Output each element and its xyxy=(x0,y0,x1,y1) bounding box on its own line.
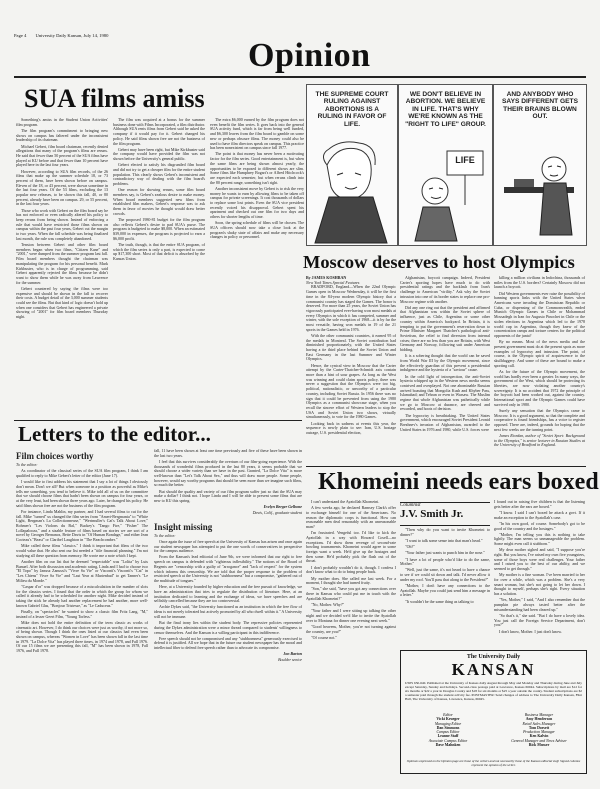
letter1-paragraph: "Caspar d'or" was dropped because of a miscalculation in the number of slots for the classics series. I found that the order in which the group for whom we called it already had to be scheduled for another night. Mike decided instead of taking the stick he already had another replacement he had another, more well-known Gabriel Glas, "Bonjour Tristesse," as "Le Caduceus." xyxy=(16,583,148,608)
columnist-box xyxy=(400,502,490,526)
masthead-info: USPS 650-640. Published at the University of Kansas daily August through May and Monday and Thursday during June and July except Saturday, Sunday and holidays. Second-class postage paid at Lawrence, Kansas 66044. Subscriptions by mail are $12 for six months or $22 a year in Douglas County and $18 for six months or $25 a year outside the county. Student subscriptions are $2 a semester paid through the student activity fee. POSTMASTER: Send changes of address to The University Daily Kansan, Flint Hall, The University of Kansas, Lawrence, Kansas, 66045. xyxy=(405,681,582,701)
staff-name: Dan Simmons xyxy=(436,725,460,730)
khomeini-col1 xyxy=(306,500,396,772)
letter1-paragraph: I would like to first address his statement that I say a lot of things I obviously don't mean. Don't we all? But when someone in a position as powerful as Mike's tells me something, you tend to believe it. Mike told all of us on the committee that we should choose films that hadn't been shown on campus for four years, or at the very least, had been shown three years ago. Later, he changed his policy. He said films shown free are not the business of the film program. xyxy=(16,479,148,508)
letter1-paragraph: Finally, on "spectacles" he wanted to show a classic film Fritz Lang, "M," instead of a lesser Geert Film, "Young Torless." xyxy=(16,608,148,619)
editorial-paragraph: Something's amiss in the Student Union Activities' film program. xyxy=(16,118,108,127)
editorial-paragraph: Gebert may have been right, but Mike Kirkbuster said the company would have provided the film was not shown before the University's general public. xyxy=(113,146,205,162)
staff-right xyxy=(496,713,582,759)
moscow-paragraph: Surely any sensation that the Olympics came to Moscow. It is a good argument, so that the complete and cooperative is found friendships, has a voice to register opposed. There are, indeed, grounds for hoping that the next few weeks are the turning point. xyxy=(494,407,585,432)
letter2-paragraph: Once again the issue of free speech at the University of Kansas has arisen and once again our student newspaper has attempted to put the one words of conservatives in perspective for the campus audience. xyxy=(154,538,302,554)
khomeini-rule xyxy=(306,466,586,467)
letter2-subhead: Insight missing xyxy=(154,521,213,532)
letter2-signature-role: Boulder senior xyxy=(278,657,302,663)
cartoon-panel-3 xyxy=(493,84,587,246)
cartoon-caption: WE DON'T BELIEVE IN ABORTION. WE BELIEVE IN LIFE. THAT'S WHY WE'RE KNOWN AS THE "RIGHT TO LIFE" GROUP. xyxy=(405,91,486,128)
columnist-label: Columnist xyxy=(400,503,421,508)
cartoon-panel-1 xyxy=(306,84,398,246)
letter1-paragraph: I feel that this survives considerably the overturn of our film-going experience. With the thousands of wonderful films produced in the last 80 years, it seems probable that we should choose a wider variety than we have in the past. Granted, "La Dolce Vita" is more well-known than "Let's Talk About Sex," and thus will draw more people. Some people, however, would say worthy programs that should be seen more than we imagine such films, so much the better. xyxy=(154,458,302,488)
moscow-paragraph: Did Western governments ever raise the possibility of banning sports links with the United States when Americans were invading the Dominican Republic or Cuba, or dispensing of the Commonwealth, ended Munich Olympic Games in Chile or Mohammad Mossadegh in Iran for Augusto Pinochet in Chile or the stolen elections in Argentina which led to the 1978 world cup in Argentina, though they knew of the concentration camps and torture centers for the political opponents of the junta? xyxy=(494,290,585,338)
moscow-col2 xyxy=(400,276,490,466)
letter1-paragraph: But should the quality and variety of our film program suffer just so that the SUA may make a dollar? I think not. I hope Linda and I will be able to present some films that are new to KU this spring. xyxy=(154,488,302,504)
khomeini-paragraph: "Yes, Mother," I said, "And I also remember that the pumpkin pie always tasted better after the misunderstanding had been cleared up." xyxy=(494,597,585,612)
moscow-paragraph: Hence, the cynical view in Moscow that the Carter attempt by the Carter-Thatcher-Schmidt axis contain more than a hint of sour grapes. As long as the West was winning and could claim sports policy, there was never a suggestion that the Olympics were too big, political, nationalistic, or unworthy of a particular country, including Soviet Russia. In 1956 there was no sign that it could be prevented from using the 1980 Olympics as a communist showcase stage, when you recall the sincere effort of Western leaders to stop the USA and Soviet Union two shows, virtually simultaneously, to vote for the 1980 Games. xyxy=(306,362,396,420)
staff-name: Ken Kalvin xyxy=(529,734,549,739)
editorial-col1 xyxy=(16,118,108,418)
staff-role: General Manager and News Adviser xyxy=(511,738,567,743)
khomeini-paragraph: "Mother, I'm telling you this is nothing to take lightly. The man seems so unmanageable the problem. Some might even call it stubborn." xyxy=(494,531,585,547)
editorial-paragraph: However, according to SUA film records, of the 26 films that make up the summer schedule 18, or 73 percent of them, have been shown before on campus. Eleven of the 18, or 43 percent, were shown sometime in the last four years. Of the 53 films, excluding the 13 popular new releases, to be shown this fall, 40, or 80 percent, already have been on campus. 29, or 55 percent, in the last four years. xyxy=(16,168,108,207)
cartoon-caption: THE SUPREME COURT RULING AGAINST ABORTIONS IS A RULING IN FAVOR OF LIFE. xyxy=(315,91,389,128)
moscow-paragraph: James Riordan, author of "Soviet Sport: Background to the Olympics," is senior lecturer in Russian Studies at the University of Bradford in England. xyxy=(494,433,585,448)
editorial-paragraph: The point is that money has never been a motivating factor for the film series. Good entertainment is, but when the same films are being shown almost yearly, the opportunities to be exposed to different shows are slim. Some films like Humphrey Bogart's or Alfred Hitchcock's are expected each semester, but when reruns climb into the 80 percent range, something isn't right. xyxy=(210,151,304,185)
section-title: Opinion xyxy=(248,37,371,74)
khomeini-paragraph: "Then why do you want to invite Khomeini to dinner?" xyxy=(400,528,490,537)
khomeini-paragraph: "I want to talk some sense into that man's head." xyxy=(405,537,483,543)
header-rule xyxy=(14,76,586,78)
letter2-paragraph: From the Kansan's lead editorial of June 9th, we were informed that our right to free speech on campus is defended with "righteous inflexibility." The notions of the Board of Regents are "censorship with a guilty of "arrogance" and "lack of respect" for the system which informs this censorship. We are told that the proper response to the problem of restricted speech at the University is not "stubbornness" but a compromise, "gathered out of the multitude of tongues." xyxy=(154,554,302,583)
moscow-headline: Moscow deserves to host Olympics xyxy=(303,252,575,272)
khomeini-paragraph: I'm frustrated. Vengeful too. I'd like to kick the Ayatollah in a way with Howard Cosell—no exceptions. I'd show them revenge of second-rate bowling tournaments. Khomeini would agree to some foreign want a week. He'd give up the hostages and then some. He'd probably pick the flash out of the throat. xyxy=(306,530,396,564)
editorial-paragraph: Gebert elected to satisfy his disgruntled film board and did not try to get a cheaper film for the entire student population. This clearly shows Gebert's inconsistent and contradictory way of dealing with the film board's problems. xyxy=(113,162,205,187)
editorial-paragraph: Those who work with Gebert on the film board say he has not enforced or even radically altered his policy to keep reruns from being shown. Instead of enforcing a rule that would have restricted those films shown on campus within the past four years, Gebert cut the margin to two years. When the fall schedule was being finalized last month, the rule was completely abandoned. xyxy=(16,207,108,241)
khomeini-paragraph: My dear mother sighed and said, "I suppose you're right. But you know, I've raised my own five youngsters, some of those boys were real challenges. Your father and I raised you to the best of our ability, and we seemed to get through." xyxy=(494,547,585,572)
letter1-signature-role: Davis, Calif., graduate student xyxy=(252,509,302,515)
moscow-paragraph: By no means. Most of the news media and the present government must do at the present spots as more examples of hypocrisy and intrusion. The point, of course, is the Olympic spirit of acquiescence to the skullduggery. And some of these are bound to make a sporting call. xyxy=(494,339,585,368)
editorial-paragraph: The truth, though, is that the entire SUA program, of which the film series is only a part, is expected to come up $17,300 short. Most of that deficit is absorbed by the Kansas Union. xyxy=(113,242,205,262)
letter1-signature: Evelyn Berger Gelbone xyxy=(263,504,302,510)
letter2-paragraph: Free speech should not be compromised and any "stubbornness" generously exercised to defend it is justified. All we hope that in the future our student newspaper has the moral and intellectual fiber to defend free speech rather than to advocate its compromise. xyxy=(154,635,302,651)
masthead-name: KANSAN xyxy=(451,660,536,679)
moscow-paragraph: As for the future of the Olympic movement, the world has hardly ever been a greater. In many ways, the government of the West, which should be protecting its liberties, are now violating another country's sovereignty. It is no accident that 1972 the principle of the boycott had been worked out, against the country. International sport and the Olympic Games could have survived only in 1980. xyxy=(494,368,585,407)
letter2-paragraph: Archie Dykes said, "the University functioned as an institution in which the free flow of ideas is not merely tolerated but actively promoted by all who dwell within it." A University will not be immune. xyxy=(154,604,302,619)
letters-rule xyxy=(14,420,302,421)
editorial-paragraph: One reason for showing reruns, some film board members say, is Gebert's zealous desire to make money. When board members suggested new films from established film makers, Gebert's response was to ask them in favor of movies he thought would draw better crowds. xyxy=(113,187,205,216)
letters-banner: Letters to the editor... xyxy=(18,422,211,446)
moscow-byline: By JAMES KOSHBAN xyxy=(306,276,347,280)
staff-role: Campus Editor xyxy=(436,730,460,735)
staff-role: Managing Editor xyxy=(434,721,462,726)
staff-name: Dave Mahnken xyxy=(435,743,461,748)
letter1-paragraph: Mike called these films "classics." I think it important that films of the two would value that. He also sent our list needed a "title financial planning." I'm not studying all these question from memory. He wrote me a note which I kept. xyxy=(16,543,148,558)
moscow-col3 xyxy=(494,276,585,466)
staff-role: Editor xyxy=(443,713,453,717)
khomeini-paragraph: "Well, just the same, it's not heard to have a chance to see if we could sit down and talk. I'd never allow it under my roof. You'll pass that along to the President?" xyxy=(400,567,490,582)
editorial-paragraph: Gebert countered by saying the films were too expensive and should be shown in the fall to recover their costs. A budget detail of the 3,000 summer students could see the films. But that kind of logic doesn't hold up when one considers that Gebert has engineered a private showing of "2001" for film board members Thursday night. xyxy=(16,285,108,320)
khomeini-paragraph: "Good heavens, Mother, you're not turning against the country, are you?" xyxy=(306,623,396,634)
staff-name: Tom Dorsett xyxy=(528,725,550,730)
khomeini-paragraph: "Of course not." xyxy=(311,634,338,640)
moscow-paragraph: killing a million civilians in Indochina, thousands of miles from the U.S. borders? Certainly Moscow did not launch a boycott. xyxy=(494,276,585,290)
letter2-salutation: To the editor: xyxy=(154,532,176,538)
khomeini-paragraph: "Oh?" xyxy=(405,544,415,550)
khomeini-paragraph: "In his own good, of course. Somebody's got to be good of the country and the hostages." xyxy=(494,520,585,531)
editorial-paragraph: Tension between Gebert and other film board members began when two films, "Citizen Kane" and "2001," were dumped from the summer program last fall. Film board members thought the chairman was manipulating the program for his personal benefit. Mark Kirkbuster, who is in charge of programming, said Gebert apparently rejected the films because he didn't want to show them while he was away from Lawrence for the summer. xyxy=(16,242,108,285)
moscow-paragraph: Did any one ring out that the president and affirmed that Afghanistan was within the Soviet sphere of influence, just as Chile, Argentina or some other country within America's backyard. In Britain, it is tempting to put the government's reservation down to Prime Minister Margaret Thatcher's pathological anti-Sovietism, the relief to find diversion from internal crises; there are no less than you are Britain, with West Germany and Norway, following suit under American bidding. xyxy=(400,304,490,353)
editorial-paragraph: The film was acquired at a bonus for the summer business done with Films Incorporated, a film distributor. Although SUA rents films from Gebert said he asked the company if it would pay for it. Gebert changed his policy. He said films shown free are not the business of the film program. xyxy=(113,118,205,146)
letter2-paragraph: Here, at a University founded by higher education and the free pursuit of knowledge, we have an administration that tries to regulate the distribution of literature. Here, at an institution dedicated to learning and the exchange of ideas, we have speeches and are selfishly cancelled because they are too controversial. xyxy=(154,584,302,604)
letter1-salutation: To the editor: xyxy=(16,462,38,467)
khomeini-paragraph: "So that's it," she said. "But I do have a lovely idea. You just call the Foreign Service Department, don't you?" xyxy=(494,612,585,628)
khomeini-paragraph: "Your father and I were sitting up talking the other night and we decided we'd like to invite the Ayatollah over to Montana for dinner one evening next week." xyxy=(306,608,396,623)
cartoon-caption: AND ANYBODY WHO SAYS DIFFERENT GETS THEIR BRAINS BLOWN OUT. xyxy=(502,91,578,121)
khomeini-paragraph: My mother does. She called me last week. For a moment, I thought she had turned fruity. xyxy=(306,575,396,586)
cartoon-panel-2 xyxy=(398,84,493,246)
paper-date: University Daily Kansan, July 14, 1980 xyxy=(35,33,109,38)
letter1-subhead: Film choices worthy xyxy=(16,451,94,461)
khomeini-paragraph: "It wouldn't be the same thing as talking to xyxy=(405,598,474,604)
khomeini-paragraph: I can't understand the Ayatollah Khomeini. xyxy=(311,500,380,504)
khomeini-paragraph: "I have a lot of people who'd like to do the same, Mother." xyxy=(400,556,490,567)
editorial-paragraph: The film program's commitment to bringing new shows on campus has faltered under the inconsistent leadership of its chairman. xyxy=(16,127,108,143)
masthead-tagline: The University Daily xyxy=(466,654,521,660)
letters-col2 xyxy=(154,449,302,771)
editorial-paragraph: Michael Gebert, film board chairman, recently denied allegations that many of the program's films are reruns. He said that fewer than 50 percent of the SUA films have played at KU before and that fewer than 10 percent have played here in the last four years. xyxy=(16,143,108,168)
letter1-paragraph: Mike does not hold the entire definition of the term classic as works of cinematic art. However, I do think our choices were just as worthy, if not more so, of being shown. Though I think the ones listed at our classics had even been shown on campus, whereas "Women in Love" has been shown fall in the last time in 1979. "La Dolce Vita" has played three times, in 1974 and 1978, and Fall 1976. Of our 15 films we are presenting this fall, "M" has been shown in 1978, Fall 1976, and Fall 1978. xyxy=(16,619,148,654)
khomeini-paragraph: I found out in raising five children is that the listening gets better after the ears are boxed." xyxy=(494,500,585,509)
editorial-headline: SUA films amiss xyxy=(24,84,205,113)
columnist-name: J.V. Smith Jr. xyxy=(400,508,464,520)
editorial-paragraph: Soon, the spring schedule of films will be chosen. The SUA officers should now take a close look at the program's shaky state of affairs and make any necessary changes in policy or personnel. xyxy=(210,220,304,240)
khomeini-paragraph: I don't probably wouldn't do it, though. I confess I don't know what to do to bring people back. xyxy=(306,564,396,575)
khomeini-paragraph: A few weeks ago, he declared Ramsey Clark's offer to exchange himself for one of the Americans. No reason the diplomatic corps is functional. How can reasonable men deal reasonably with an unreasonable man? xyxy=(306,505,396,530)
staff-name: Leanne Staff xyxy=(437,734,459,739)
editorial-col2 xyxy=(113,118,205,418)
letter1-col1 xyxy=(16,449,148,771)
moscow-paragraph: The hypocrisy is breathtaking. The United States government, which encouraged Soviet President Leonid Brezhnev's invasion of Afghanistan, awarded to the United States in 1976 and 1980, while U.S. forces were xyxy=(400,412,490,432)
moscow-paragraph: With the other communist countries, it earned 95 of the medals in Montreal. The Soviet contribution had diminished proportionately, with the United States having a tie third place behind the Soviet Union and East Germany in the last Summer and Winter Olympics. xyxy=(306,332,396,362)
letter1-paragraph: Another film on our list that he deemed "respectable" was "Lolita" by Luis Bunuel. After both discussion and academic rating, Linda and I had to choose two "El Topo" by Janusz Zanussi's "Vivre Sa Vie" or Visconti's Visconti's "Cat" in "Les Chiens" Vivre Sa Vie" and "Last Year at Marienbad" to get Tanner's "Le Milieu du Monde." xyxy=(16,558,148,583)
editorial-paragraph: The extra $6,000 earned by the film program does not even benefit the film series. It goes back into the general SUA activity fund, which is far from being well funded, and $6,300 leaves from the film board to gamble on some new or perhaps obscure films. The money could also be used to have film directors speak on campus. This practice has been nonexistent on campus since fall 1977. xyxy=(210,118,304,151)
cartoon-drawing xyxy=(307,135,397,245)
staff-name: Vicki Krueger xyxy=(436,717,460,722)
staff-role: Business Manager xyxy=(524,713,554,717)
letter2-signature: Jon Barton xyxy=(283,651,302,657)
khomeini-paragraph: "Son," she said, "have you got any connections over there in Kansas who could put me in touch with the Ayatollah Khomeini?" xyxy=(306,586,396,601)
khomeini-paragraph: I don't know, Mother. I just don't know. xyxy=(499,628,562,634)
masthead-footer: Opinions expressed on the Opinion page are those of the writers and not necessarily those of the Kansan editorial staff. Signed columns represent the opinion of the writer. xyxy=(406,760,581,767)
editorial-col3 xyxy=(210,118,304,418)
staff-role: Associate Campus Editor xyxy=(428,738,468,743)
moscow-paragraph: It is a sobering thought that the world can be saved from World War III by the Olympic movement, since the effectively guardian of this prevent a presidential indulgence and the hysteria of a "saviour" cause. xyxy=(400,353,490,373)
moscow-paragraph: Looking back in sadness at events this year, the sequence is newly plain to see: Iran, U.S. hostage outrage, U.S. presidential election, xyxy=(306,420,396,435)
letter1-paragraph: For instance, Linda Mahlin, my partner, and I had several films to cut for the fall. Mike "turned" us changed the film series from "Ameri-Bergmania" to "White Light, Bergman's La Collectionneuse," "Wertmuller's Cat's Talk About Love," Rohmer's "Les Violons du Bal," Buckey's "Tango Fire," "Fisher" The Lollapalooza," and a sizable feature of films based on stories we are sort of a novel by Georges Bernanos, Bette Davis in "Of Human Bondage," and either Jean Cocteau's "Beast" or Claribel Laughton in "The Beachcomber." xyxy=(16,508,148,543)
khomeini-paragraph: "I know. I said I can't boxed he attack a govt. If it make an exception to the Ayatollah's case. xyxy=(494,509,585,520)
editorial-paragraph: Another inconsistent move by Gebert is to risk the very money he wants to earn by allowing films to be taken off campus for private screenings. It cost thousands of dollars to replace some lost prints. Even the SUA vice president recently voiced his disapproval. Gebert spent his apartment and checked out one film for two days and others for shorter lengths of time. xyxy=(210,185,304,220)
moscow-paragraph: In the cold light of introspection, the anti-Soviet hysteria whipped up in the Western news media seems contrived and overplayed. Not one abominable Russian arrived boasting that Mongolia Kush and Khyber Pass, Islamabad; and Tehran or even in Warsaw. The Muslim regime that whole Afghanistan was pathetically while we go to Moscow at durance, are cheered and rewarded, and hoots of derision. xyxy=(400,373,490,412)
khomeini-paragraph: "No, Mother. Why?" xyxy=(311,602,345,608)
cartoon-sign: LIFE xyxy=(455,155,475,165)
khomeini-paragraph: My mother is a fine woman. I've been married to her for over a while, which was a problem. She's a very smart woman, but she's not going to let her down. I thought to myself, perhaps she's right. Every situation has a solution. xyxy=(494,572,585,597)
moscow-col1 xyxy=(306,276,396,466)
moscow-paragraph: BRADFORD, England—When the 22nd Olympic Games open in Moscow Wednesday, it will be the first time in the 84-year modern Olympic history that a communist country has staged the Games. The honor is deserved. For more than 25 years, the Soviet Union has vigorously participated ever-having won most medals at every Olympics in which it has competed, summer and winter, with the sole exception of 1968—it is by far the most versatile, having won medals in 19 of the 21 sports in the Games held in 1976. xyxy=(306,284,396,332)
editorial-paragraph: The proposed 1980-81 budget for the film program also reflects Gebert's desire to pad SUA's purse. The program is budgeted to make $8,000. When an estimated $39,000 in expenses, the program is projected to earn a $6,000 profit. xyxy=(113,217,205,241)
staff-role: Production Manager xyxy=(523,730,555,735)
khomeini-headline: Khomeini needs ears boxed xyxy=(318,469,599,495)
khomeini-col2 xyxy=(400,528,490,646)
khomeini-paragraph: "Mother, I don't have any connections to the Ayatollah. Maybe you could just send him a message in a letter." xyxy=(400,583,490,598)
staff-name: Amy Henderson xyxy=(525,717,553,722)
page-number: Page 4 xyxy=(14,33,27,38)
khomeini-paragraph: "Your father just wants to punch him in the nose." xyxy=(405,550,485,556)
cartoon-drawing xyxy=(494,135,586,245)
khomeini-col3 xyxy=(494,500,585,646)
staff-left xyxy=(405,713,491,759)
moscow-paragraph: Afghanistan, boycott campaign. Indeed, President Carter's sporting hopes have much to do with presidential ratings and the backlash from Iran's challenge to American "virility." Ask why the Soviet intrusion into one of its border states to replace one pro-Moscow regime with another. xyxy=(400,276,490,304)
staff-role: Retail Sales Manager xyxy=(522,721,556,726)
staff-name: Rick Musser xyxy=(528,743,550,748)
letter1-paragraph: fall, 11 have been shown at least one time previously and five of these have been shown in the last two years. xyxy=(154,449,302,458)
letter2-paragraph: But the final irony lies within the student body. The repressive policies represented during the Dykes administration were a minor thread compared to students' willingness to censor themselves. And the Kansan is a willing participant in this indifference. xyxy=(154,620,302,635)
letter1-paragraph: As coordinator of the classical series of the SUA film program, I think I am qualified to reply to Mike Gebert's letter of the editor (June 17). xyxy=(16,468,148,478)
moscow-byline-source: New York Times Special Features xyxy=(306,279,360,285)
masthead-box xyxy=(400,650,587,774)
